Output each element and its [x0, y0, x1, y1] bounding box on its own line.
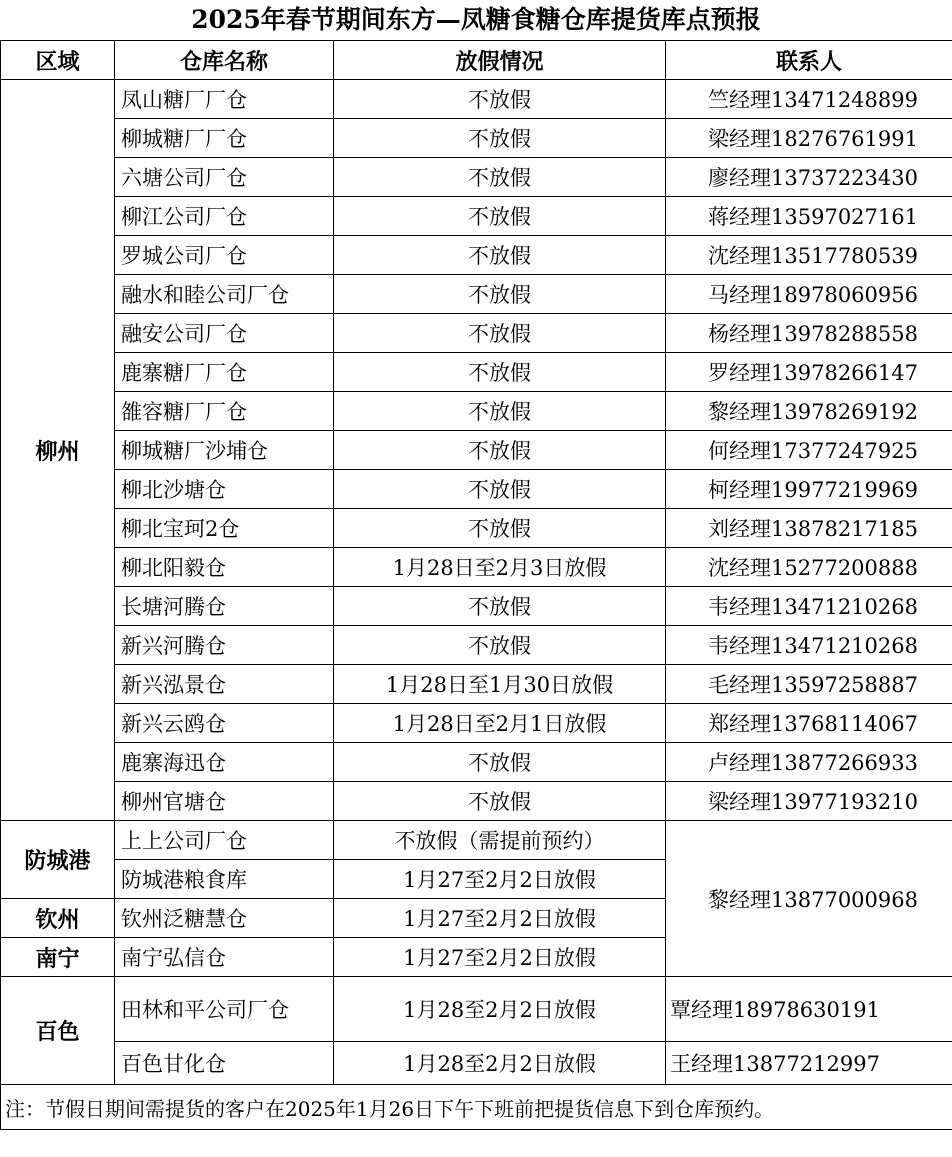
contact-person: 沈经理13517780539 [666, 236, 952, 275]
warehouse-name: 长塘河腾仓 [115, 587, 334, 626]
contact-person: 蒋经理13597027161 [666, 197, 952, 236]
holiday-status: 不放假 [334, 119, 666, 158]
holiday-status: 1月27至2月2日放假 [334, 899, 666, 938]
table-row [1, 704, 952, 743]
holiday-status: 不放假 [334, 626, 666, 665]
table-row [1, 821, 952, 860]
header-contact: 联系人 [666, 41, 952, 80]
holiday-status: 不放假 [334, 782, 666, 821]
holiday-status: 不放假 [334, 80, 666, 119]
holiday-status: 1月28日至1月30日放假 [334, 665, 666, 704]
document-title: 2025年春节期间东方—凤糖食糖仓库提货库点预报 [191, 5, 761, 34]
contact-person: 刘经理13878217185 [666, 509, 952, 548]
contact-person: 郑经理13768114067 [666, 704, 952, 743]
table-row [1, 314, 952, 353]
shared-contact-person: 黎经理13877000968 [666, 821, 952, 977]
holiday-status: 不放假 [334, 431, 666, 470]
warehouse-name: 新兴河腾仓 [115, 626, 334, 665]
footnote: 注：节假日期间需提货的客户在2025年1月26日下午下班前把提货信息下到仓库预约。 [1, 1085, 952, 1130]
contact-person: 韦经理13471210268 [666, 587, 952, 626]
warehouse-name: 柳城糖厂沙埔仓 [115, 431, 334, 470]
holiday-status: 不放假 [334, 353, 666, 392]
warehouse-name: 罗城公司厂仓 [115, 236, 334, 275]
warehouse-name: 柳北阳毅仓 [115, 548, 334, 587]
warehouse-name: 钦州泛糖慧仓 [115, 899, 334, 938]
table-row [1, 782, 952, 821]
warehouse-name: 上上公司厂仓 [115, 821, 334, 860]
contact-person: 王经理13877212997 [666, 1042, 952, 1085]
table-row [1, 80, 952, 119]
warehouse-name: 新兴泓景仓 [115, 665, 334, 704]
warehouse-name: 融水和睦公司厂仓 [115, 275, 334, 314]
warehouse-name: 新兴云鸥仓 [115, 704, 334, 743]
holiday-status: 1月27至2月2日放假 [334, 938, 666, 977]
warehouse-name: 南宁弘信仓 [115, 938, 334, 977]
warehouse-name: 柳北沙塘仓 [115, 470, 334, 509]
holiday-status: 不放假 [334, 314, 666, 353]
holiday-status: 1月28日至2月3日放假 [334, 548, 666, 587]
table-row [1, 665, 952, 704]
warehouse-name: 柳州官塘仓 [115, 782, 334, 821]
table-row [1, 392, 952, 431]
holiday-status: 1月28至2月2日放假 [334, 1042, 666, 1085]
contact-person: 毛经理13597258887 [666, 665, 952, 704]
warehouse-name: 六塘公司厂仓 [115, 158, 334, 197]
warehouse-name: 鹿寨糖厂厂仓 [115, 353, 334, 392]
warehouse-name: 凤山糖厂厂仓 [115, 80, 334, 119]
holiday-status: 不放假 [334, 743, 666, 782]
contact-person: 马经理18978060956 [666, 275, 952, 314]
holiday-status: 1月27至2月2日放假 [334, 860, 666, 899]
table-row [1, 548, 952, 587]
table-row [1, 353, 952, 392]
contact-person: 杨经理13978288558 [666, 314, 952, 353]
warehouse-name: 柳城糖厂厂仓 [115, 119, 334, 158]
region-liuzhou: 柳州 [1, 80, 115, 821]
contact-person: 覃经理18978630191 [666, 977, 952, 1042]
region-qinzhou: 钦州 [1, 899, 115, 938]
contact-person: 柯经理19977219969 [666, 470, 952, 509]
table-row [1, 509, 952, 548]
contact-person: 竺经理13471248899 [666, 80, 952, 119]
warehouse-name: 融安公司厂仓 [115, 314, 334, 353]
table-row [1, 626, 952, 665]
holiday-status: 不放假 [334, 392, 666, 431]
header-row [1, 41, 952, 80]
note-row [1, 1085, 952, 1130]
holiday-status: 不放假 [334, 197, 666, 236]
table-row [1, 743, 952, 782]
contact-person: 韦经理13471210268 [666, 626, 952, 665]
holiday-status: 不放假 [334, 509, 666, 548]
region-nanning: 南宁 [1, 938, 115, 977]
holiday-status: 不放假 [334, 236, 666, 275]
table-row [1, 158, 952, 197]
warehouse-name: 防城港粮食库 [115, 860, 334, 899]
contact-person: 黎经理13978269192 [666, 392, 952, 431]
contact-person: 梁经理18276761991 [666, 119, 952, 158]
holiday-status: 1月28至2月2日放假 [334, 977, 666, 1042]
warehouse-name: 柳江公司厂仓 [115, 197, 334, 236]
holiday-status: 不放假 [334, 275, 666, 314]
warehouse-name: 柳北宝珂2仓 [115, 509, 334, 548]
contact-person: 何经理17377247925 [666, 431, 952, 470]
region-fangchenggang: 防城港 [1, 821, 115, 899]
warehouse-name: 田林和平公司厂仓 [115, 977, 334, 1042]
header-holiday: 放假情况 [334, 41, 666, 80]
warehouse-table [0, 40, 952, 1130]
contact-person: 卢经理13877266933 [666, 743, 952, 782]
holiday-status: 不放假（需提前预约） [334, 821, 666, 860]
contact-person: 梁经理13977193210 [666, 782, 952, 821]
holiday-status: 1月28日至2月1日放假 [334, 704, 666, 743]
table-row [1, 977, 952, 1042]
region-baise: 百色 [1, 977, 115, 1085]
table-row [1, 119, 952, 158]
table-row [1, 587, 952, 626]
table-row [1, 197, 952, 236]
table-row [1, 431, 952, 470]
table-row [1, 275, 952, 314]
warehouse-name: 百色甘化仓 [115, 1042, 334, 1085]
holiday-status: 不放假 [334, 158, 666, 197]
holiday-status: 不放假 [334, 587, 666, 626]
contact-person: 沈经理15277200888 [666, 548, 952, 587]
table-row [1, 236, 952, 275]
contact-person: 罗经理13978266147 [666, 353, 952, 392]
table-row [1, 470, 952, 509]
header-warehouse: 仓库名称 [115, 41, 334, 80]
header-region: 区域 [1, 41, 115, 80]
table-row [1, 1042, 952, 1085]
warehouse-name: 鹿寨海迅仓 [115, 743, 334, 782]
warehouse-name: 雒容糖厂厂仓 [115, 392, 334, 431]
holiday-status: 不放假 [334, 470, 666, 509]
contact-person: 廖经理13737223430 [666, 158, 952, 197]
